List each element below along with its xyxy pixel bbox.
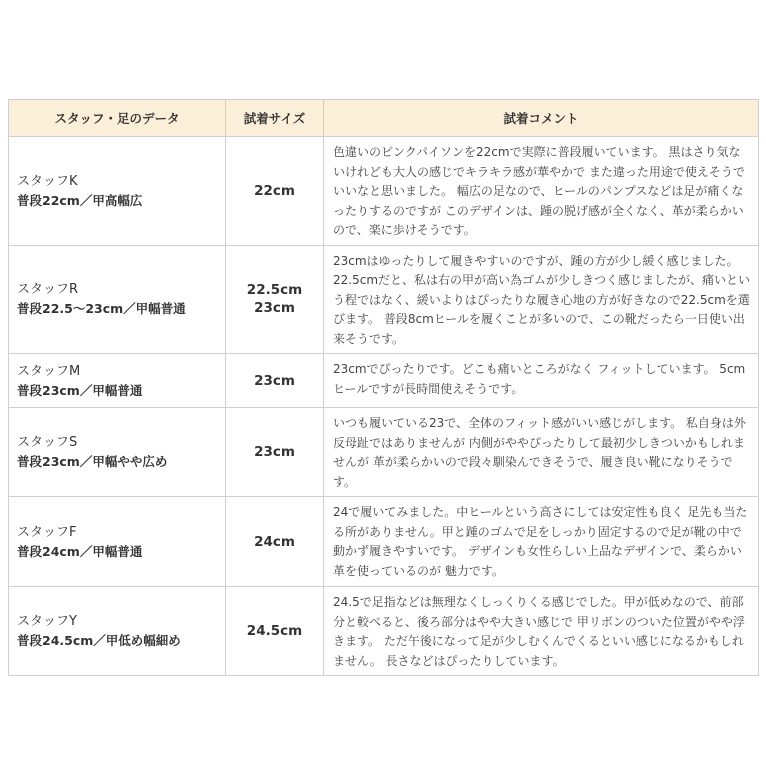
size-value: 24cm <box>254 533 295 550</box>
staff-cell <box>9 497 226 587</box>
comment-cell: 24で履いてみました。中ヒールという高さにしては安定性も良く 足先も当たる所がありません。甲と踵のゴムで足をしっかり固定するので足が靴の中で動かず履きやすいです。 デザインも女性らしい上品なデザインで、柔らかい革を使っているのが 魅力です。 <box>324 497 759 587</box>
staff-foot: 普段22.5～23cm／甲幅普通 <box>17 301 186 317</box>
table-header-row <box>9 100 759 137</box>
staff-name: スタッフM <box>17 363 81 379</box>
staff-cell <box>9 245 226 354</box>
header-comment: 試着コメント <box>324 100 759 137</box>
staff-foot: 普段24.5cm／甲低め幅細め <box>17 633 181 648</box>
staff-name: スタッフY <box>17 614 77 629</box>
size-value: 23cm <box>254 444 295 460</box>
comment-cell: 色違いのピンクパイソンを22cmで実際に普段履いています。 黒はさり気ないけれども大人の感じでキラキラ感が華やかで また違った用途で使えそうでいいなと思いました。 幅広の足なので、ヒールのパンプスなどは足が痛くなったりするのですが このデザインは、踵の脱げ感が全くなく、革が柔らかいので、楽に歩けそうです。 <box>324 137 759 246</box>
staff-name: スタッフS <box>17 435 78 450</box>
comment-cell: いつも履いている23で、全体のフィット感がいい感じがします。 私自身は外反母趾ではありませんが 内側がややぴったりして最初少しきついかもしれませんが 革が柔らかいので段々馴染んできそうで、履き良い靴になりそうです。 <box>324 408 759 497</box>
comment-cell: 24.5で足指などは無理なくしっくりくる感じでした。甲が低めなので、前部分と較べると、後ろ部分はやや大きい感じで 甲リボンのついた位置がやや浮きます。 ただ午後になって足が少しむくんでくるといい感じになるかもしれません。 長さなどはぴったりしています。 <box>324 587 759 676</box>
size-cell <box>226 587 324 676</box>
size-cell <box>226 354 324 408</box>
comment-cell: 23cmでぴったりです。どこも痛いところがなく フィットしています。 5cmヒールですが長時間使えそうです。 <box>324 354 759 408</box>
staff-foot: 普段23cm／甲幅普通 <box>17 382 143 398</box>
table-row <box>9 408 759 497</box>
staff-foot: 普段22cm／甲高幅広 <box>17 192 143 208</box>
size-value: 22cm <box>254 182 295 199</box>
staff-cell <box>9 137 226 246</box>
staff-name: スタッフK <box>17 173 78 189</box>
size-value: 24.5cm <box>246 623 303 639</box>
table-row <box>9 497 759 587</box>
fitting-table <box>8 99 759 676</box>
size-cell <box>226 245 324 354</box>
staff-cell <box>9 354 226 408</box>
table-row <box>9 245 759 354</box>
size-value: 23cm <box>254 372 295 389</box>
size-cell <box>226 137 324 246</box>
size-cell <box>226 408 324 497</box>
staff-name: スタッフR <box>17 282 79 298</box>
header-size: 試着サイズ <box>226 100 324 137</box>
size-value: 22.5cm <box>246 282 303 299</box>
size-value: 23cm <box>254 300 295 317</box>
staff-cell <box>9 408 226 497</box>
header-staff: スタッフ・足のデータ <box>9 100 226 137</box>
staff-name: スタッフF <box>17 524 77 540</box>
staff-foot: 普段24cm／甲幅普通 <box>17 543 143 559</box>
table-row <box>9 137 759 246</box>
size-cell <box>226 497 324 587</box>
staff-cell <box>9 587 226 676</box>
table-row <box>9 354 759 408</box>
table-row <box>9 587 759 676</box>
staff-foot: 普段23cm／甲幅やや広め <box>17 454 168 469</box>
comment-cell: 23cmはゆったりして履きやすいのですが、踵の方が少し緩く感じました。 22.5cmだと、私は右の甲が高い為ゴムが少しきつく感じましたが、痛いという程ではなく、緩いよりはぴったりな履き心地の方が好きなので22.5cmを選びます。 普段8cmヒールを履くことが多いので、この靴だったら一日使い出来そうです。 <box>324 245 759 354</box>
